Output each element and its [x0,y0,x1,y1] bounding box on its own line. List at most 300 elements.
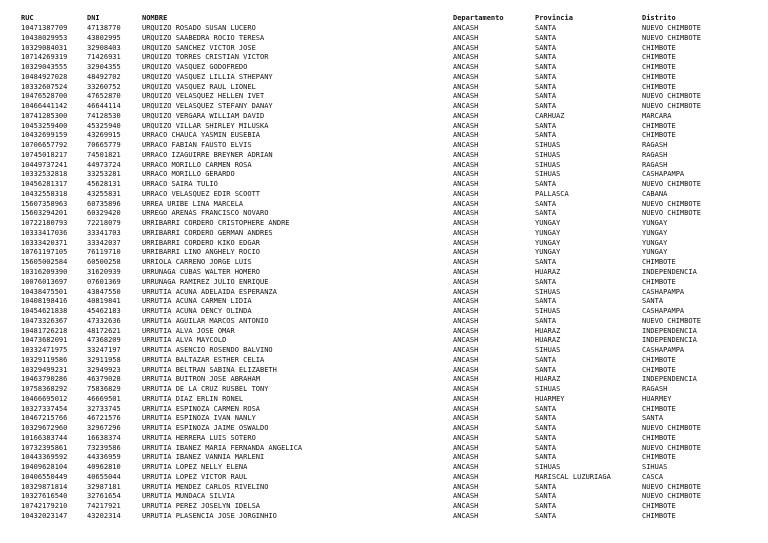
cell-departamento: ANCASH [453,268,479,276]
cell-nombre: URRACO SAIRA TULIO [142,180,218,189]
cell-distrito: NUEVO CHIMBOTE [642,424,702,433]
cell-dni: 33253281 [87,170,121,179]
cell-departamento: ANCASH [453,443,479,452]
cell-departamento: ANCASH [453,297,479,306]
cell-provincia: MARISCAL LUZURIAGA [535,472,611,481]
cell-nombre: URRUTIA ALVA MAYCOLD [142,336,227,345]
cell-provincia: SANTA [535,33,557,42]
cell-ruc: 10473326367 [21,316,68,325]
cell-dni: 47368209 [87,336,121,345]
cell-dni: 31620939 [87,268,121,276]
cell-ruc: 10745018217 [21,150,68,159]
cell-distrito: RAGASH [642,141,668,150]
table-row [0,453,768,462]
cell-dni: 43847550 [87,287,121,296]
cell-dni: 75836829 [87,385,121,394]
table-row [0,346,768,355]
cell-distrito: NUEVO CHIMBOTE [642,24,702,32]
cell-provincia: YUNGAY [535,248,561,257]
cell-provincia: HUARAZ [535,336,561,345]
cell-dni: 40819841 [87,297,121,306]
cell-departamento: ANCASH [453,326,479,335]
cell-provincia: SANTA [535,297,557,306]
cell-dni: 32967296 [87,424,121,433]
cell-distrito: RAGASH [642,160,668,169]
cell-ruc: 10463790286 [21,375,68,384]
cell-departamento: ANCASH [453,111,479,120]
cell-dni: 46644114 [87,102,121,111]
cell-nombre: URRUTIA HERRERA LUIS SOTERO [142,433,256,442]
cell-ruc: 10438029953 [21,33,68,42]
cell-distrito: YUNGAY [642,248,668,257]
cell-departamento: ANCASH [453,219,479,228]
cell-ruc: 10316209390 [21,268,68,276]
cell-provincia: SANTA [535,199,557,208]
cell-dni: 47138770 [87,24,121,32]
cell-dni: 07601369 [87,277,121,286]
cell-dni: 74128530 [87,111,121,120]
cell-departamento: ANCASH [453,92,479,101]
cell-distrito: CASHAPAMPA [642,287,685,296]
cell-departamento: ANCASH [453,228,479,237]
cell-provincia: SIHUAS [535,160,561,169]
table-row [0,492,768,501]
table-row [0,327,768,336]
cell-dni: 74217921 [87,502,121,511]
table-row [0,502,768,511]
table-row [0,219,768,228]
cell-dni: 45325940 [87,121,121,130]
table-row [0,190,768,199]
cell-ruc: 10432558318 [21,189,68,198]
cell-nombre: URREA URIBE LINA MARCELA [142,199,244,208]
cell-ruc: 15607358963 [21,199,68,208]
table-row [0,414,768,423]
cell-departamento: ANCASH [453,404,479,413]
cell-departamento: ANCASH [453,248,479,257]
cell-ruc: 10722180793 [21,219,68,228]
cell-provincia: SANTA [535,433,557,442]
cell-provincia: SANTA [535,43,557,52]
cell-nombre: URRIOLA CARREÑO JORGE LUIS [142,258,252,267]
cell-dni: 45462183 [87,307,121,316]
cell-dni: 47332636 [87,316,121,325]
cell-provincia: SANTA [535,414,557,423]
cell-ruc: 10473682091 [21,336,68,345]
cell-distrito: NUEVO CHIMBOTE [642,316,702,325]
cell-ruc: 10076013697 [21,277,68,286]
cell-nombre: URRUTIA ACUÑA CARMEN LIDIA [142,297,252,306]
cell-dni: 32908403 [87,43,121,52]
cell-nombre: URRACO FABIAN FAUSTO ELVIS [142,141,252,150]
cell-departamento: ANCASH [453,180,479,189]
cell-departamento: ANCASH [453,424,479,433]
cell-provincia: YUNGAY [535,238,561,247]
cell-provincia: SIHUAS [535,170,561,179]
cell-distrito: INDEPENDENCIA [642,375,697,384]
cell-ruc: 10332607524 [21,82,68,91]
cell-nombre: URQUIZO TORRES CRISTIAN VICTOR [142,53,269,62]
cell-nombre: URRUTIA ASENCIO ROSENDO BALVINO [142,346,273,355]
cell-distrito: CHIMBOTE [642,404,676,413]
table-row [0,151,768,160]
cell-nombre: URRUTIA LOPEZ VICTOR RAUL [142,472,248,481]
cell-ruc: 15603294201 [21,209,68,218]
cell-departamento: ANCASH [453,307,479,316]
table-header [0,14,768,23]
cell-dni: 60500258 [87,258,121,267]
cell-distrito: MARCARA [642,111,672,120]
cell-departamento: ANCASH [453,472,479,481]
cell-ruc: 10453259400 [21,121,68,130]
cell-distrito: SANTA [642,297,664,306]
cell-dni: 48492702 [87,72,121,81]
cell-provincia: SANTA [535,131,557,140]
cell-ruc: 10432023147 [21,512,68,520]
cell-ruc: 10333417036 [21,228,68,237]
cell-dni: 46379028 [87,375,121,384]
cell-provincia: SIHUAS [535,307,561,316]
cell-departamento: ANCASH [453,160,479,169]
cell-distrito: CHIMBOTE [642,258,676,267]
cell-distrito: NUEVO CHIMBOTE [642,180,702,189]
table-row [0,239,768,248]
cell-ruc: 10454621838 [21,307,68,316]
cell-dni: 43269915 [87,131,121,140]
cell-provincia: SANTA [535,180,557,189]
cell-departamento: ANCASH [453,102,479,111]
cell-departamento: ANCASH [453,131,479,140]
cell-provincia: SANTA [535,209,557,218]
cell-nombre: URRUTIA ACUÑA ADELAIDA ESPERANZA [142,287,277,296]
cell-distrito: NUEVO CHIMBOTE [642,492,702,501]
table-row [0,248,768,257]
cell-dni: 33260752 [87,82,121,91]
table-row [0,336,768,345]
cell-departamento: ANCASH [453,414,479,423]
header-provincia: Provincia [535,14,573,22]
cell-ruc: 10449737241 [21,160,68,169]
cell-departamento: ANCASH [453,365,479,374]
cell-departamento: ANCASH [453,170,479,179]
cell-nombre: URRUTIA BUITRON JOSE ABRAHAM [142,375,261,384]
cell-provincia: SANTA [535,404,557,413]
cell-distrito: YUNGAY [642,219,668,228]
table-row [0,258,768,267]
cell-departamento: ANCASH [453,238,479,247]
cell-provincia: SANTA [535,316,557,325]
cell-nombre: URRACO MORILLO GERARDO [142,170,235,179]
table-row [0,405,768,414]
cell-ruc: 10409628104 [21,463,68,472]
cell-distrito: CHIMBOTE [642,365,676,374]
cell-provincia: SIHUAS [535,463,561,472]
cell-ruc: 10706657792 [21,141,68,150]
cell-distrito: YUNGAY [642,228,668,237]
cell-distrito: CHIMBOTE [642,131,676,140]
cell-nombre: URRUTIA ESPINOZA CARMEN ROSA [142,404,261,413]
cell-nombre: URRACO VELASQUEZ EDIR SCOOTT [142,189,261,198]
table-row [0,122,768,131]
cell-nombre: URRUTIA LOPEZ NELLY ELENA [142,463,248,472]
cell-ruc: 10466441142 [21,102,68,111]
cell-provincia: SANTA [535,63,557,72]
cell-provincia: SIHUAS [535,346,561,355]
cell-nombre: URQUIZO VELASQUEZ HELLEN IVET [142,92,265,101]
cell-provincia: SIHUAS [535,150,561,159]
cell-departamento: ANCASH [453,189,479,198]
table-row [0,63,768,72]
table-row [0,444,768,453]
header-departamento: Departamento [453,14,504,22]
cell-nombre: URQUIZO SAABEDRA ROCIO TERESA [142,33,265,42]
table-row [0,268,768,277]
cell-provincia: SIHUAS [535,287,561,296]
cell-provincia: SANTA [535,502,557,511]
cell-nombre: URRIBARRI CORDERO CRISTOPHERE ANDRE [142,219,290,228]
cell-departamento: ANCASH [453,355,479,364]
cell-ruc: 10471387709 [21,24,68,32]
cell-nombre: URRUTIA IBAÑEZ MARIA FERNANDA ANGELICA [142,443,303,452]
cell-provincia: SANTA [535,92,557,101]
header-nombre: NOMBRE [142,14,168,22]
header-distrito: Distrito [642,14,676,22]
cell-departamento: ANCASH [453,346,479,355]
table-row [0,385,768,394]
cell-provincia: SANTA [535,277,557,286]
cell-nombre: URRUTIA BELTRAN SABINA ELIZABETH [142,365,277,374]
cell-provincia: SANTA [535,424,557,433]
cell-provincia: SANTA [535,492,557,501]
cell-dni: 32987181 [87,482,121,491]
cell-departamento: ANCASH [453,150,479,159]
cell-nombre: URQUIZO SANCHEZ VICTOR JOSE [142,43,256,52]
cell-departamento: ANCASH [453,121,479,130]
cell-nombre: URRACO IZAGUIRRE BREYNER ADRIAN [142,150,273,159]
cell-distrito: INDEPENDENCIA [642,336,697,345]
table-row [0,424,768,433]
cell-dni: 46669501 [87,394,121,403]
cell-dni: 44336959 [87,453,121,462]
cell-departamento: ANCASH [453,287,479,296]
table-row [0,102,768,111]
cell-provincia: HUARAZ [535,268,561,276]
cell-departamento: ANCASH [453,72,479,81]
cell-dni: 32949923 [87,365,121,374]
cell-ruc: 10329672960 [21,424,68,433]
cell-distrito: NUEVO CHIMBOTE [642,482,702,491]
cell-departamento: ANCASH [453,209,479,218]
cell-dni: 44973724 [87,160,121,169]
cell-ruc: 10732395861 [21,443,68,452]
cell-nombre: URRUNAGA RAMIREZ JULIO ENRIQUE [142,277,269,286]
table-row [0,483,768,492]
cell-dni: 32733745 [87,404,121,413]
cell-nombre: URRUTIA BALTAZAR ESTHER CELIA [142,355,265,364]
cell-ruc: 10166383744 [21,433,68,442]
cell-distrito: CHIMBOTE [642,121,676,130]
cell-ruc: 10476528700 [21,92,68,101]
cell-distrito: CHIMBOTE [642,72,676,81]
cell-ruc: 10329084031 [21,43,68,52]
table-row [0,307,768,316]
cell-departamento: ANCASH [453,316,479,325]
cell-dni: 33247197 [87,346,121,355]
cell-nombre: URRUTIA DIAZ ERLIN RONEL [142,394,244,403]
cell-departamento: ANCASH [453,502,479,511]
cell-ruc: 10742179210 [21,502,68,511]
cell-nombre: URRUNAGA CUBAS WALTER HOMERO [142,268,261,276]
table-row [0,92,768,101]
cell-distrito: CHIMBOTE [642,502,676,511]
cell-ruc: 10332471975 [21,346,68,355]
cell-departamento: ANCASH [453,453,479,462]
cell-dni: 40655044 [87,472,121,481]
cell-provincia: SANTA [535,512,557,520]
table-row [0,44,768,53]
cell-nombre: URRUTIA DE LA CRUZ RUSBEL TONY [142,385,269,394]
cell-ruc: 10329043555 [21,63,68,72]
cell-distrito: INDEPENDENCIA [642,268,697,276]
table-row [0,317,768,326]
cell-dni: 48172621 [87,326,121,335]
cell-ruc: 10484927028 [21,72,68,81]
table-row [0,131,768,140]
cell-dni: 70665779 [87,141,121,150]
cell-ruc: 10329119586 [21,355,68,364]
cell-provincia: SANTA [535,443,557,452]
cell-dni: 74501821 [87,150,121,159]
cell-distrito: YUNGAY [642,238,668,247]
cell-ruc: 10443369592 [21,453,68,462]
cell-nombre: URRUTIA ALVA JOSE OMAR [142,326,235,335]
cell-nombre: URRACO CHAUCA YASMIN EUSEBIA [142,131,261,140]
cell-ruc: 10438475501 [21,287,68,296]
table-row [0,229,768,238]
cell-nombre: URRUTIA ESPINOZA JAIME OSWALDO [142,424,269,433]
cell-departamento: ANCASH [453,24,479,32]
cell-provincia: SANTA [535,355,557,364]
cell-provincia: SANTA [535,24,557,32]
cell-provincia: YUNGAY [535,228,561,237]
cell-dni: 76119710 [87,248,121,257]
table-row [0,170,768,179]
cell-ruc: 10333420371 [21,238,68,247]
cell-dni: 73239586 [87,443,121,452]
table-row [0,434,768,443]
cell-ruc: 10456281317 [21,180,68,189]
cell-nombre: URRUTIA AGUILAR MARCOS ANTONIO [142,316,269,325]
table-row [0,141,768,150]
cell-departamento: ANCASH [453,258,479,267]
cell-departamento: ANCASH [453,33,479,42]
cell-dni: 60329420 [87,209,121,218]
cell-ruc: 10327616540 [21,492,68,501]
table-row [0,180,768,189]
cell-distrito: NUEVO CHIMBOTE [642,209,702,218]
cell-provincia: SANTA [535,258,557,267]
cell-distrito: CHIMBOTE [642,453,676,462]
table-row [0,200,768,209]
cell-nombre: URRUTIA PEREZ JOSELYN IDELSA [142,502,261,511]
cell-dni: 71426931 [87,53,121,62]
cell-ruc: 10466695012 [21,394,68,403]
cell-ruc: 10714269319 [21,53,68,62]
cell-distrito: CHIMBOTE [642,63,676,72]
cell-provincia: SIHUAS [535,385,561,394]
cell-departamento: ANCASH [453,385,479,394]
cell-dni: 43202314 [87,512,121,520]
table-row [0,463,768,472]
cell-departamento: ANCASH [453,433,479,442]
cell-distrito: SANTA [642,414,664,423]
cell-provincia: SANTA [535,82,557,91]
cell-nombre: URQUIZO VELASQUEZ STEFANY DANAY [142,102,273,111]
cell-provincia: SANTA [535,72,557,81]
cell-distrito: CASHAPAMPA [642,346,685,355]
table-row [0,473,768,482]
cell-dni: 43255831 [87,189,121,198]
cell-nombre: URRUTIA IBAÑEZ VANNIA MARLENI [142,453,265,462]
cell-ruc: 10329871814 [21,482,68,491]
cell-dni: 33341703 [87,228,121,237]
cell-distrito: CASCA [642,472,664,481]
cell-distrito: NUEVO CHIMBOTE [642,33,702,42]
table-row [0,83,768,92]
cell-nombre: URREGO ARENAS FRANCISCO NOVARO [142,209,269,218]
cell-provincia: SANTA [535,365,557,374]
cell-nombre: URRUTIA ACUÑA DENCY OLINDA [142,307,252,316]
table-row [0,366,768,375]
cell-distrito: RAGASH [642,150,668,159]
cell-nombre: URQUIZO VASQUEZ RAUL LIONEL [142,82,256,91]
cell-nombre: URRUTIA MUNDACA SILVIA [142,492,235,501]
cell-dni: 40962810 [87,463,121,472]
cell-nombre: URRIBARRI LINO ANGHELY ROCIO [142,248,261,257]
cell-provincia: HUARAZ [535,326,561,335]
cell-provincia: SANTA [535,53,557,62]
cell-departamento: ANCASH [453,482,479,491]
cell-ruc: 10332532818 [21,170,68,179]
cell-distrito: INDEPENDENCIA [642,326,697,335]
cell-nombre: URQUIZO ROSADO SUSAN LUCERO [142,24,256,32]
cell-distrito: NUEVO CHIMBOTE [642,102,702,111]
cell-dni: 45628131 [87,180,121,189]
cell-distrito: CABANA [642,189,668,198]
cell-nombre: URQUIZO VERGARA WILLIAM DAVID [142,111,265,120]
cell-ruc: 10327337454 [21,404,68,413]
table-row [0,375,768,384]
cell-distrito: CHIMBOTE [642,512,676,520]
cell-distrito: SIHUAS [642,463,668,472]
table-row [0,395,768,404]
cell-distrito: NUEVO CHIMBOTE [642,199,702,208]
cell-distrito: HUARMEY [642,394,672,403]
cell-dni: 46721576 [87,414,121,423]
table-row [0,288,768,297]
cell-dni: 72218079 [87,219,121,228]
table-row [0,161,768,170]
cell-departamento: ANCASH [453,463,479,472]
cell-provincia: SANTA [535,102,557,111]
cell-distrito: CHIMBOTE [642,277,676,286]
cell-nombre: URQUIZO VASQUEZ LILLIA STHEPANY [142,72,273,81]
cell-provincia: CARHUAZ [535,111,565,120]
cell-distrito: CHIMBOTE [642,433,676,442]
cell-ruc: 15605002584 [21,258,68,267]
cell-provincia: HUARMEY [535,394,565,403]
cell-provincia: SANTA [535,121,557,130]
